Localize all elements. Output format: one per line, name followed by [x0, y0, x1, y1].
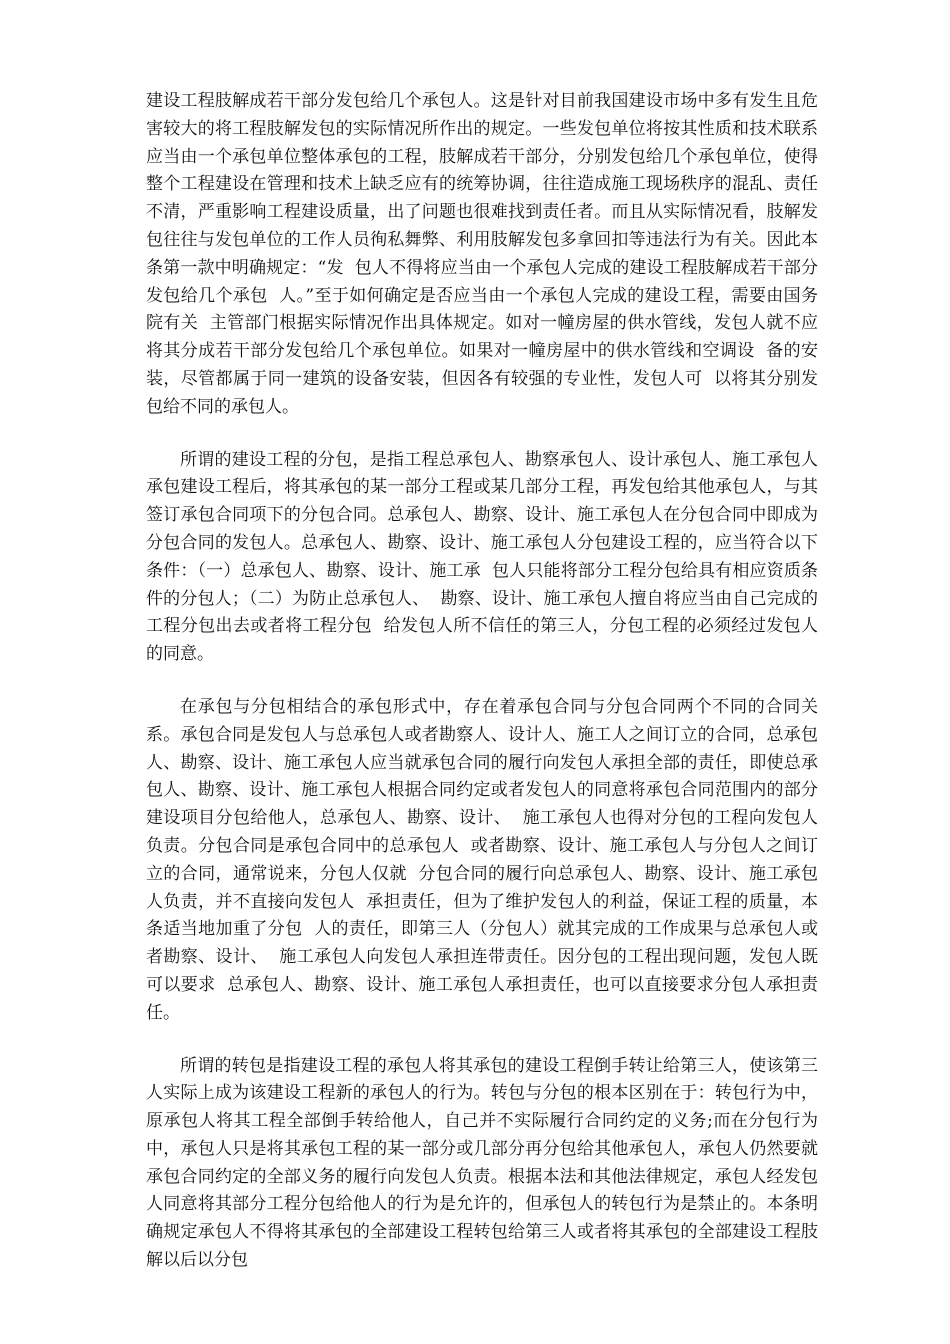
paragraph-4: 所谓的转包是指建设工程的承包人将其承包的建设工程倒手转让给第三人，使该第三人实际上成为该建设工程新的承包人的行为。转包与分包的根本区别在于：转包行为中，原承包人将其工程全部倒手转给他人，自己并不实际履行合同约定的义务;而在分包行为中，承包人只是将其承包工程的某一部分或几部分再分包给其他承包人，承包人仍然要就承包合同约定的全部义务的履行向发包人负责。根据本法和其他法律规定，承包人经发包人同意将其部分工程分包给他人的行为是允许的，但承包人的转包行为是禁止的。本条明确规定承包人不得将其承包的全部建设工程转包给第三人或者将其承包的全部建设工程肢解以后以分包: [146, 1055, 818, 1271]
paragraph-3: 在承包与分包相结合的承包形式中，存在着承包合同与分包合同两个不同的合同关系。承包合同是发包人与总承包人或者勘察人、设计人、施工人之间订立的合同，总承包人、勘察、设计、施工承包人应当就承包合同的履行向发包人承担全部的责任，即使总承包人、勘察、设计、施工承包人根据合同约定或者发包人的同意将承包合同范围内的部分建设项目分包给他人，总承包人、勘察、设计、 施工承包人也得对分包的工程向发包人负责。分包合同是承包合同中的总承包人 或者勘察、设计、施工承包人与分包人之间订立的合同，通常说来，分包人仅就 分包合同的履行向总承包人、勘察、设计、施工承包人负责，并不直接向发包人 承担责任，但为了维护发包人的利益，保证工程的质量，本条适当地加重了分包 人的责任，即第三人（分包人）就其完成的工作成果与总承包人或者勘察、设计、 施工承包人向发包人承担连带责任。因分包的工程出现问题，发包人既可以要求 总承包人、勘察、设计、施工承包人承担责任，也可以直接要求分包人承担责任。: [146, 696, 818, 1023]
paragraph-2: 所谓的建设工程的分包，是指工程总承包人、勘察承包人、设计承包人、施工承包人承包建设工程后，将其承包的某一部分工程或某几部分工程，再发包给其他承包人，与其签订承包合同项下的分包合同。总承包人、勘察、设计、施工承包人在分包合同中即成为分包合同的发包人。总承包人、勘察、设计、施工承包人分包建设工程的，应当符合以下条件：（一）总承包人、勘察、设计、施工承 包人只能将部分工程分包给具有相应资质条件的分包人；（二）为防止总承包人、 勘察、设计、施工承包人擅自将应当由自己完成的工程分包出去或者将工程分包 给发包人所不信任的第三人，分包工程的必须经过发包人的同意。: [146, 449, 818, 665]
paragraph-1: 建设工程肢解成若干部分发包给几个承包人。这是针对目前我国建设市场中多有发生且危害较大的将工程肢解发包的实际情况所作出的规定。一些发包单位将按其性质和技术联系应当由一个承包单位整体承包的工程，肢解成若干部分，分别发包给几个承包单位，使得整个工程建设在管理和技术上缺乏应有的统筹协调，往往造成施工现场秩序的混乱、责任不清，严重影响工程建设质量，出了问题也很难找到责任者。而且从实际情况看，肢解发包往往与发包单位的工作人员徇私舞弊、利用肢解发包多拿回扣等违法行为有关。因此本条第一款中明确规定：“发 包人不得将应当由一个承包人完成的建设工程肢解成若干部分发包给几个承包 人。”至于如何确定是否应当由一个承包人完成的建设工程，需要由国务院有关 主管部门根据实际情况作出具体规定。如对一幢房屋的供水管线，发包人就不应 将其分成若干部分发包给几个承包单位。如果对一幢房屋中的供水管线和空调设 备的安装，尽管都属于同一建筑的设备安装，但因各有较强的专业性，发包人可 以将其分别发包给不同的承包人。: [146, 91, 829, 417]
document-body: [146, 88, 829, 1300]
